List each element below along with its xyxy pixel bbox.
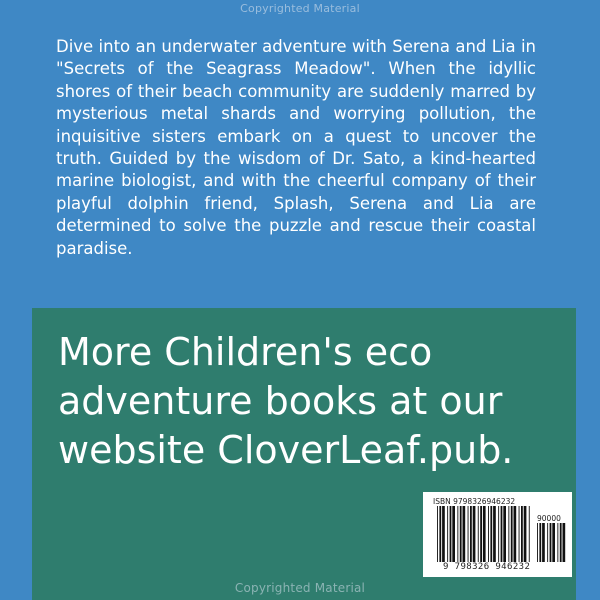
barcode-bar xyxy=(503,506,506,562)
barcode-bar xyxy=(460,506,462,562)
barcode-bar xyxy=(539,523,541,562)
barcode-bar xyxy=(470,506,472,562)
barcode-bar xyxy=(478,506,479,562)
barcode-bar xyxy=(452,506,455,562)
isbn-label: ISBN 9798326946232 xyxy=(433,497,516,506)
copyright-watermark-top: Copyrighted Material xyxy=(240,2,360,15)
barcode-bar xyxy=(550,523,552,562)
barcode-bar xyxy=(511,506,513,562)
barcode-bar xyxy=(542,523,545,562)
barcode-bar xyxy=(437,506,438,562)
barcode-bar xyxy=(490,506,492,562)
barcode-bar xyxy=(498,506,499,562)
barcode-bar xyxy=(488,506,489,562)
barcode-bar xyxy=(521,506,523,562)
promo-text: More Children's eco adventure books at our website CloverLeaf.pub. xyxy=(58,330,514,472)
barcode-bar xyxy=(563,523,566,562)
barcode-bar xyxy=(447,506,448,562)
isbn-barcode xyxy=(423,492,572,577)
barcode-bar xyxy=(552,523,555,562)
barcode-bar xyxy=(442,506,445,562)
copyright-watermark-bottom: Copyrighted Material xyxy=(234,581,366,595)
barcode-bar xyxy=(463,506,466,562)
price-code: 90000 xyxy=(537,514,561,523)
barcode-bar xyxy=(529,506,530,562)
book-description: Dive into an underwater adventure with Serena and Lia in "Secrets of the Seagrass Meadow". When the idyllic shores of their beach community are suddenly marred by mysterious metal shards and worrying pollution, the inquisitive sisters embark on a quest to uncover the truth. Guided by the wisdom of Dr. Sato, a kind-hearted marine biologist, and with the cheerful company of their playful dolphin friend, Splash, Serena and Lia are determined to solve the puzzle and rescue their coastal paradise. xyxy=(56,37,536,258)
barcode-bar xyxy=(473,506,476,562)
barcode-bar xyxy=(457,506,458,562)
barcode-bar xyxy=(557,523,558,562)
barcode-bar xyxy=(537,523,538,562)
barcode-bar xyxy=(468,506,469,562)
barcode-bar xyxy=(560,523,562,562)
barcode-bar xyxy=(514,506,517,562)
barcode-bar xyxy=(508,506,509,562)
barcode-bar xyxy=(501,506,503,562)
barcode-bar xyxy=(450,506,452,562)
barcode-bar xyxy=(493,506,496,562)
barcode-bar xyxy=(439,506,441,562)
barcode-bar xyxy=(519,506,520,562)
barcode-bar xyxy=(480,506,482,562)
barcode-bar xyxy=(524,506,527,562)
barcode-bar xyxy=(547,523,548,562)
barcode-bar xyxy=(483,506,486,562)
barcode-digits: 9 798326 946232 xyxy=(443,562,531,572)
